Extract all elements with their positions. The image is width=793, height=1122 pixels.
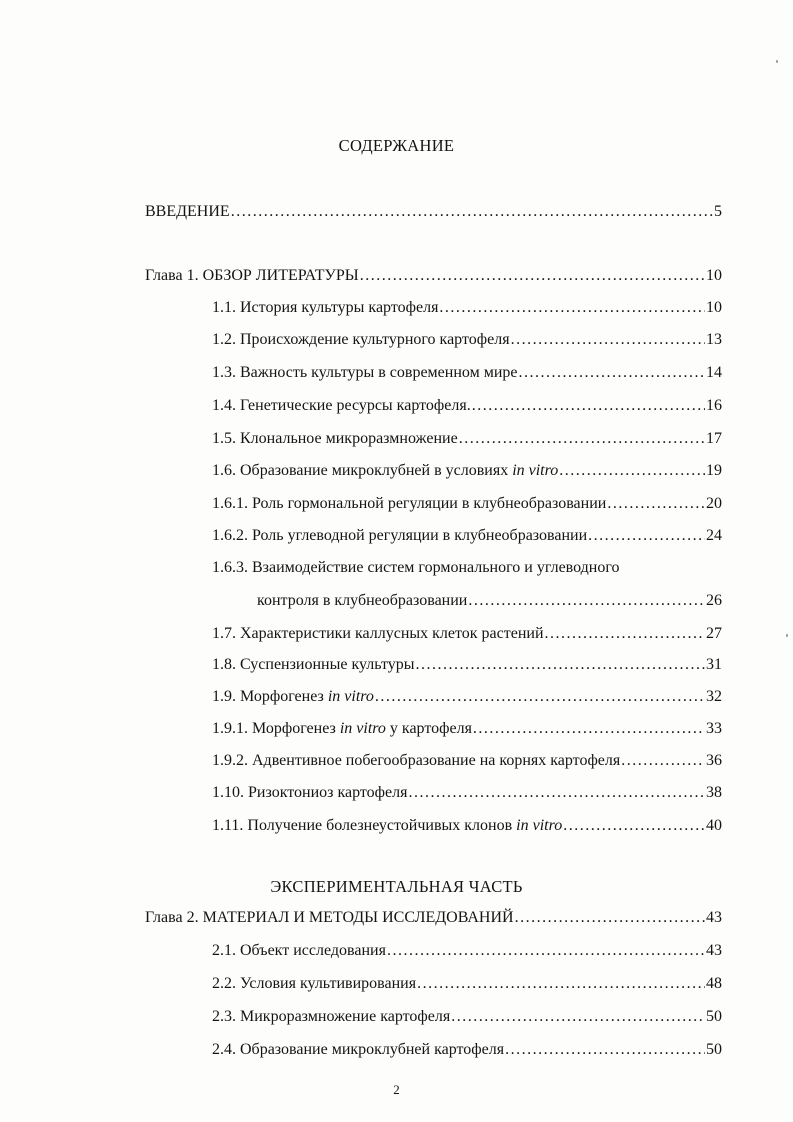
- dot-leader: [559, 460, 705, 482]
- dot-leader: [545, 623, 705, 645]
- toc-page-number: 48: [706, 975, 722, 992]
- toc-entry-text-italic: in vitro: [327, 688, 374, 705]
- toc-page-number: 5: [714, 203, 722, 220]
- dot-leader: [387, 940, 705, 962]
- toc-page-number: 10: [706, 299, 722, 316]
- toc-item-1-3: [212, 362, 722, 384]
- toc-item-1-8: [212, 654, 722, 676]
- scan-speck: [776, 60, 778, 63]
- dot-leader: [468, 590, 705, 612]
- toc-item-1-2: [212, 329, 722, 351]
- dot-leader: [519, 362, 706, 384]
- toc-entry-text: 1.9.2. Адвентивное побегообразование на корнях картофеля: [212, 752, 621, 769]
- dot-leader: [472, 395, 705, 417]
- toc-item-1-6-1: [212, 493, 722, 515]
- dot-leader: [607, 493, 705, 515]
- toc-page-number: 17: [706, 430, 722, 447]
- dot-leader: [473, 718, 705, 740]
- toc-item-2-1: [212, 940, 722, 962]
- dot-leader: [451, 1006, 705, 1028]
- toc-entry-text: [212, 686, 374, 708]
- toc-entry-text: Глава 1. ОБЗОР ЛИТЕРАТУРЫ: [145, 267, 359, 284]
- toc-entry-text-main: 1.11. Получение болезнеустойчивых клонов: [212, 817, 517, 834]
- toc-title: СОДЕРЖАНИЕ: [338, 136, 455, 155]
- toc-entry-text: 1.5. Клональное микроразмножение: [212, 430, 458, 447]
- toc-page-number: 14: [706, 364, 722, 381]
- page-number: 2: [393, 1082, 400, 1097]
- toc-entry-text: 1.7. Характеристики каллусных клеток растений: [212, 625, 544, 642]
- toc-entry-text: 1.6.1. Роль гормональной регуляции в клубнеобразовании: [212, 495, 607, 512]
- toc-entry-text: 2.2. Условия культивирования: [212, 975, 417, 992]
- toc-entry-text-italic: in vitro: [512, 462, 559, 479]
- toc-page-number: 24: [706, 527, 722, 544]
- dot-leader: [409, 782, 706, 804]
- toc-page-number: 26: [706, 592, 722, 609]
- toc-entry-text: ВВЕДЕНИЕ: [145, 203, 230, 220]
- toc-item-2-2: [212, 973, 722, 995]
- dot-leader: [459, 428, 705, 450]
- toc-entry-text: 1.4. Генетические ресурсы картофеля.: [212, 397, 471, 414]
- toc-item-1-9: [212, 686, 722, 708]
- dot-leader: [621, 750, 705, 772]
- dot-leader: [417, 973, 705, 995]
- toc-item-1-6-3-line2: [257, 590, 722, 612]
- toc-item-2-4: [212, 1039, 722, 1061]
- toc-page-number: 10: [706, 267, 722, 284]
- toc-entry-text: 2.1. Объект исследования: [212, 942, 386, 959]
- toc-item-1-11: [212, 815, 722, 837]
- toc-item-1-10: [212, 782, 722, 804]
- toc-entry-text-italic: in vitro: [516, 817, 563, 834]
- dot-leader: [439, 297, 705, 319]
- toc-item-1-1: [212, 297, 722, 319]
- toc-page-number: 19: [706, 462, 722, 479]
- toc-chapter-2: [145, 907, 722, 929]
- dot-leader: [416, 654, 705, 676]
- toc-entry-text: 1.2. Происхождение культурного картофеля: [212, 331, 510, 348]
- dot-leader: [515, 907, 705, 929]
- toc-page-number: 16: [706, 397, 722, 414]
- toc-page-number: 50: [706, 1041, 722, 1058]
- toc-page-number: 50: [706, 1008, 722, 1025]
- toc-page-number: 43: [706, 909, 722, 926]
- toc-entry-text: 1.6.2. Роль углеводной регуляции в клубнеобразовании: [212, 527, 588, 544]
- toc-item-1-6: [212, 460, 722, 482]
- toc-entry-text: 1.10. Ризоктониоз картофеля: [212, 784, 408, 801]
- toc-page-number: 38: [706, 784, 722, 801]
- toc-item-1-6-3-line1: 1.6.3. Взаимодействие систем гормонального и углеводного: [212, 559, 620, 576]
- toc-page-number: 32: [706, 688, 722, 705]
- toc-page-number: 20: [706, 495, 722, 512]
- toc-item-1-7: [212, 623, 722, 645]
- toc-entry-text: Глава 2. МАТЕРИАЛ И МЕТОДЫ ИССЛЕДОВАНИЙ: [145, 909, 514, 926]
- toc-page-number: 40: [706, 817, 722, 834]
- toc-entry-text: 2.4. Образование микроклубней картофеля: [212, 1041, 505, 1058]
- toc-entry-text: контроля в клубнеобразовании: [257, 592, 468, 609]
- toc-page-number: 27: [706, 625, 722, 642]
- dot-leader: [588, 525, 705, 547]
- scan-speck: [786, 634, 788, 637]
- toc-item-1-5: [212, 428, 722, 450]
- dot-leader: [360, 265, 705, 287]
- toc-page-number: 31: [706, 656, 722, 673]
- toc-entry-text: [212, 460, 558, 482]
- toc-entry-text-main: 1.9. Морфогенез: [212, 688, 328, 705]
- toc-item-2-3: [212, 1006, 722, 1028]
- toc-page-number: 43: [706, 942, 722, 959]
- toc-entry-text: [212, 815, 562, 837]
- toc-page-number: 33: [706, 720, 722, 737]
- dot-leader: [511, 329, 705, 351]
- toc-entry-text: [212, 718, 472, 740]
- toc-entry-text-main: 1.6. Образование микроклубней в условиях: [212, 462, 513, 479]
- toc-entry-text-main: 1.9.1. Морфогенез: [212, 720, 340, 737]
- dot-leader: [505, 1039, 705, 1061]
- toc-entry-text: 1.1. История культуры картофеля: [212, 299, 439, 316]
- dot-leader: [375, 686, 705, 708]
- toc-entry-intro: [145, 201, 722, 223]
- toc-entry-text-italic: in vitro: [339, 720, 386, 737]
- toc-entry-text: 2.3. Микроразмножение картофеля: [212, 1008, 451, 1025]
- toc-item-1-9-1: [212, 718, 722, 740]
- dot-leader: [563, 815, 705, 837]
- toc-entry-text-tail: у картофеля: [385, 720, 472, 737]
- dot-leader: [231, 201, 713, 223]
- section-experimental-heading: ЭКСПЕРИМЕНТАЛЬНАЯ ЧАСТЬ: [270, 877, 523, 896]
- toc-entry-text: 1.3. Важность культуры в современном мире: [212, 364, 518, 381]
- toc-item-1-4: [212, 395, 722, 417]
- toc-chapter-1: [145, 265, 722, 287]
- toc-page-number: 13: [706, 331, 722, 348]
- toc-page-number: 36: [706, 752, 722, 769]
- toc-entry-text: 1.8. Суспензионные культуры: [212, 656, 415, 673]
- toc-item-1-9-2: [212, 750, 722, 772]
- toc-item-1-6-2: [212, 525, 722, 547]
